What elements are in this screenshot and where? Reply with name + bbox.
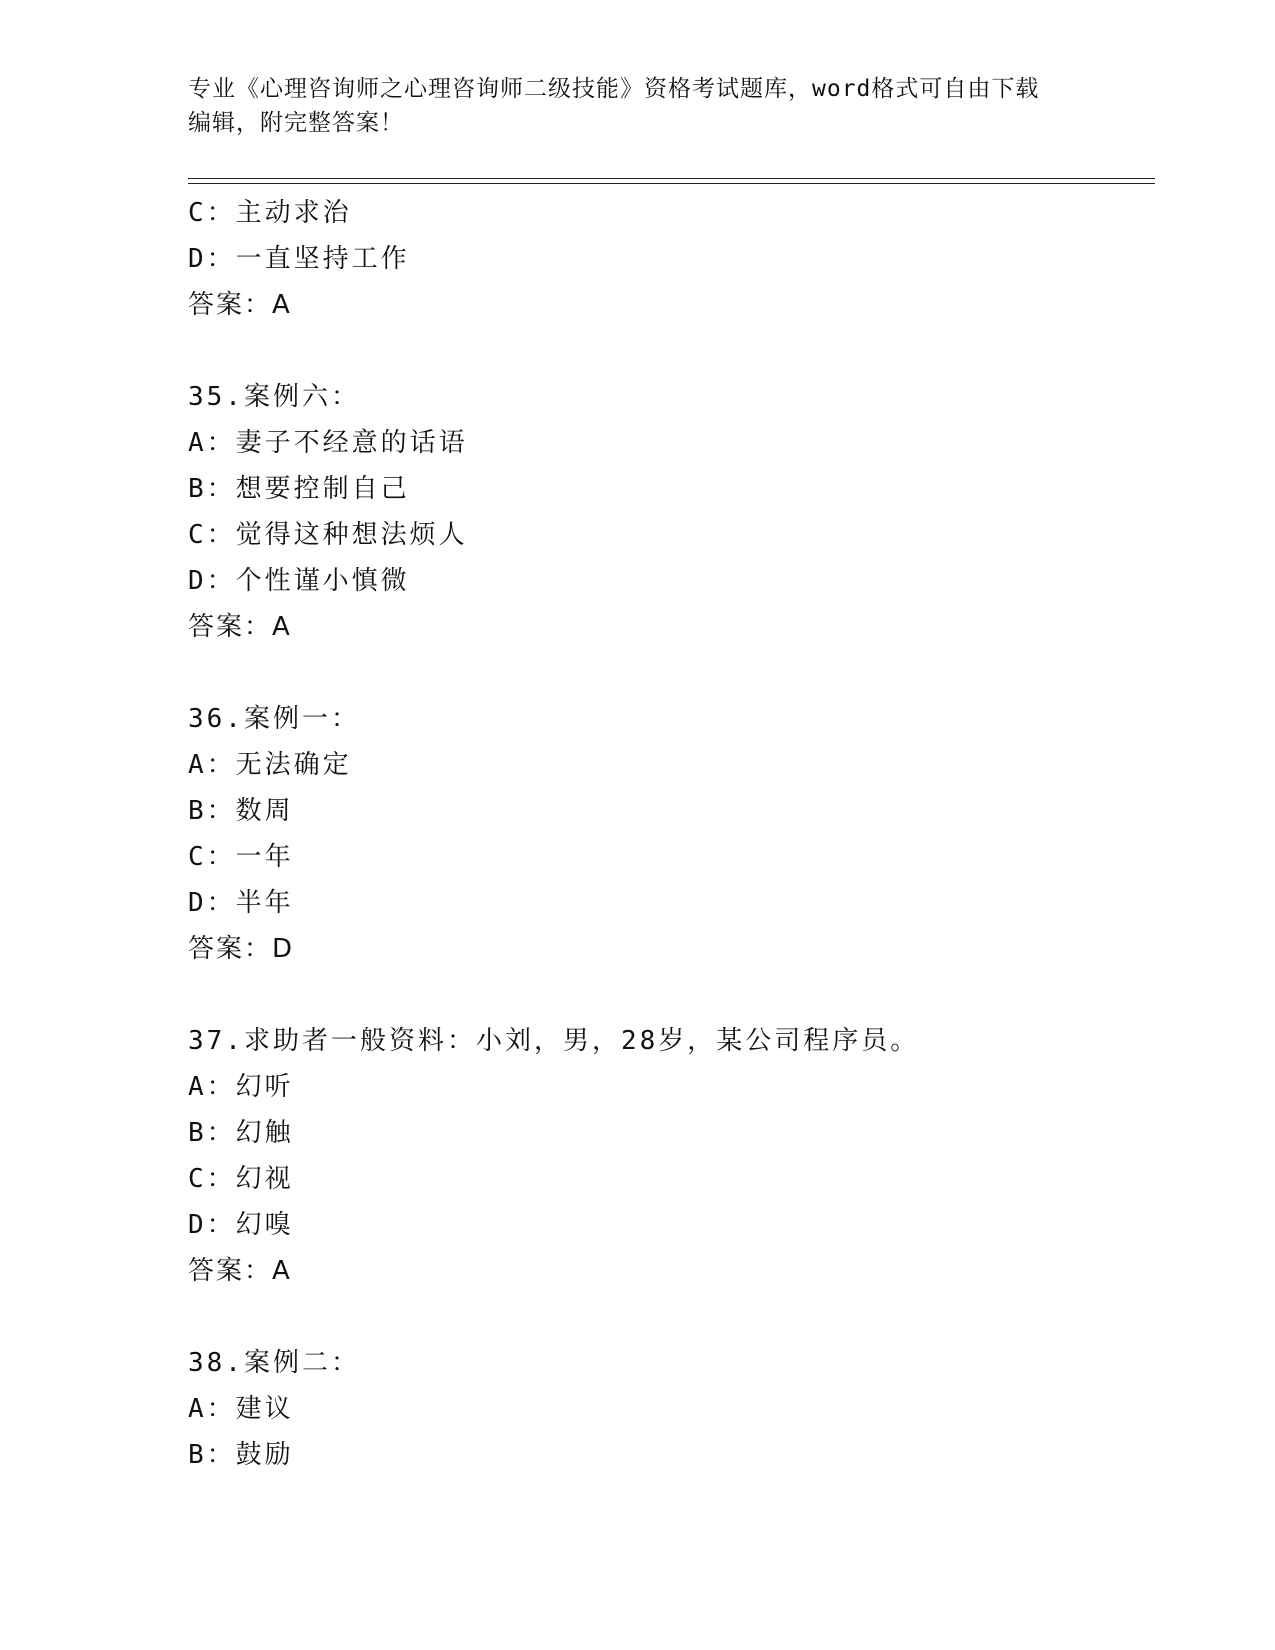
header-line-1: 专业《心理咨询师之心理咨询师二级技能》资格考试题库，word格式可自由下载	[188, 76, 1040, 102]
question-block	[188, 190, 1155, 328]
option-line: D：幻嗅	[188, 1210, 294, 1240]
option-line: C：一年	[188, 842, 294, 872]
answer-line: 答案：A	[188, 1256, 292, 1286]
option-line: A：无法确定	[188, 750, 352, 780]
answer-line: 答案：D	[188, 934, 295, 964]
question-title: 38.案例二：	[188, 1348, 360, 1378]
option-line: C：主动求治	[188, 198, 352, 228]
question-title: 36.案例一：	[188, 704, 360, 734]
option-line: B：鼓励	[188, 1440, 294, 1470]
header-line-2: 编辑，附完整答案！	[188, 110, 404, 136]
block-spacer	[188, 650, 1155, 696]
header-divider-bottom	[188, 183, 1155, 184]
option-line: B：数周	[188, 796, 294, 826]
question-block	[188, 1340, 1155, 1478]
block-spacer	[188, 328, 1155, 374]
question-list	[188, 190, 1155, 1478]
option-line: C：幻视	[188, 1164, 294, 1194]
answer-line: 答案：A	[188, 290, 292, 320]
block-spacer	[188, 972, 1155, 1018]
block-spacer	[188, 1294, 1155, 1340]
document-header	[188, 72, 1088, 140]
question-block	[188, 374, 1155, 650]
option-line: D：个性谨小慎微	[188, 566, 410, 596]
option-line: A：妻子不经意的话语	[188, 428, 468, 458]
header-divider-top	[188, 178, 1155, 179]
option-line: C：觉得这种想法烦人	[188, 520, 468, 550]
answer-line: 答案：A	[188, 612, 292, 642]
option-line: A：幻听	[188, 1072, 294, 1102]
option-line: D：半年	[188, 888, 294, 918]
question-title: 37.求助者一般资料：小刘，男，28岁，某公司程序员。	[188, 1026, 920, 1056]
option-line: D：一直坚持工作	[188, 244, 410, 274]
option-line: B：想要控制自己	[188, 474, 410, 504]
question-title: 35.案例六：	[188, 382, 360, 412]
option-line: B：幻触	[188, 1118, 294, 1148]
question-block	[188, 1018, 1155, 1294]
option-line: A：建议	[188, 1394, 294, 1424]
question-block	[188, 696, 1155, 972]
